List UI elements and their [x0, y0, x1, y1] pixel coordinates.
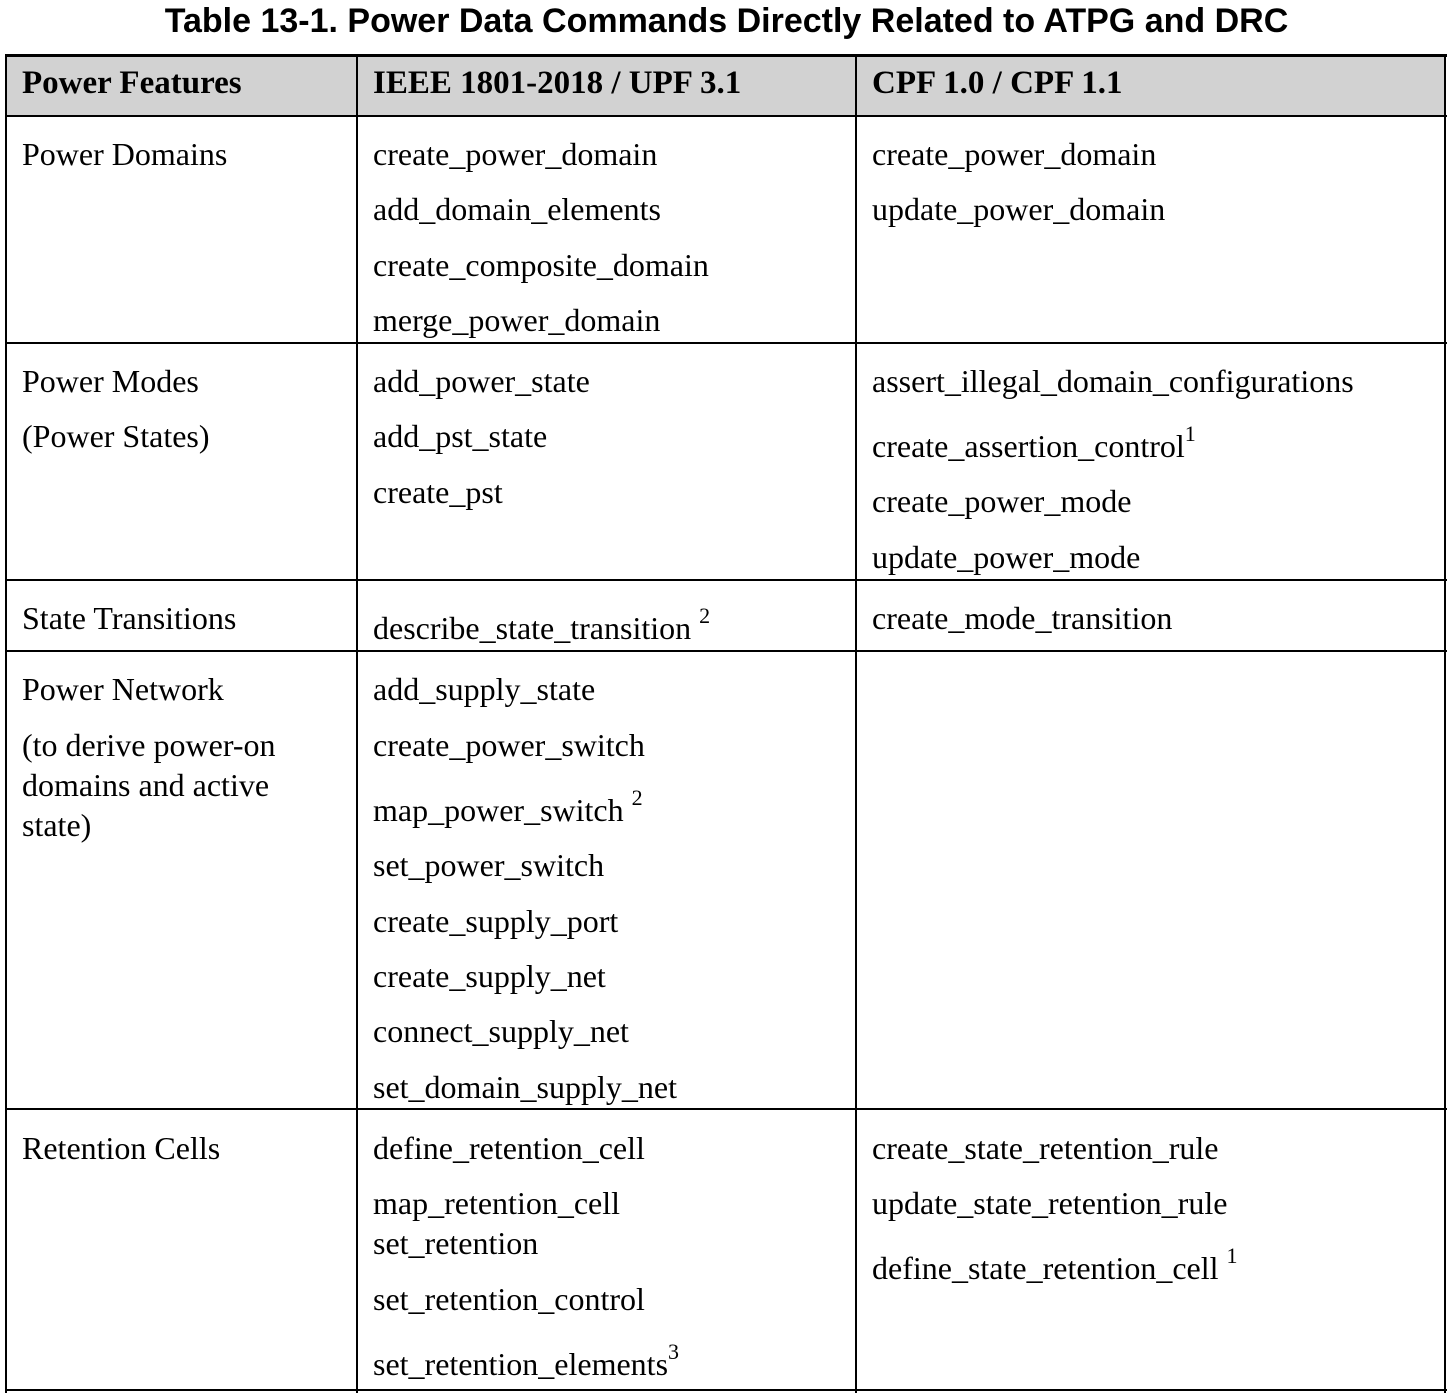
cell-text: set_retention_elements	[373, 1346, 669, 1382]
cpf-command	[872, 191, 1165, 227]
header-power-features: Power Features	[22, 65, 242, 101]
table-title: Table 13-1. Power Data Commands Directly Related to ATPG and DRC	[164, 2, 1289, 40]
upf-command	[373, 136, 657, 172]
horizontal-rule	[6, 650, 1447, 652]
cpf-command	[872, 539, 1140, 575]
upf-command	[373, 474, 503, 510]
cell-text: create_assertion_control	[872, 428, 1185, 464]
upf-command	[373, 1069, 677, 1105]
cpf-command	[872, 600, 1172, 636]
feature-label	[22, 600, 236, 636]
feature-label	[22, 136, 227, 172]
feature-label	[22, 727, 275, 763]
cell-text: create_power_mode	[872, 483, 1132, 519]
cell-text: Power Network	[22, 671, 224, 707]
cell-text: Power Domains	[22, 136, 228, 172]
cpf-command	[872, 421, 1196, 464]
upf-command	[373, 1130, 645, 1166]
upf-command	[373, 363, 590, 399]
cell-text: domains and active	[22, 767, 270, 803]
upf-command	[373, 302, 660, 338]
cell-text: (Power States)	[22, 418, 210, 454]
horizontal-rule	[6, 342, 1447, 344]
upf-command	[373, 903, 618, 939]
upf-command	[373, 247, 709, 283]
cell-text: define_state_retention_cell	[872, 1250, 1227, 1286]
cell-text: create_power_domain	[373, 136, 658, 172]
cell-text: map_retention_cell	[373, 1185, 621, 1221]
cell-text: connect_supply_net	[373, 1013, 629, 1049]
cpf-command	[872, 1185, 1227, 1221]
upf-command	[373, 603, 711, 646]
upf-command	[373, 671, 595, 707]
cpf-command	[872, 1243, 1238, 1286]
cell-text: create_power_switch	[373, 727, 645, 763]
footnote-marker: 3	[668, 1339, 680, 1365]
cell-text: create_supply_net	[373, 958, 606, 994]
cell-text: add_pst_state	[373, 418, 548, 454]
cell-text: set_retention	[373, 1225, 539, 1261]
cell-text: add_domain_elements	[373, 191, 661, 227]
cell-text: set_retention_control	[373, 1281, 645, 1317]
cell-text: create_supply_port	[373, 903, 619, 939]
cell-text: Power Modes	[22, 363, 199, 399]
feature-label	[22, 363, 199, 399]
upf-command	[373, 191, 661, 227]
feature-label	[22, 671, 224, 707]
cell-text: State Transitions	[22, 600, 237, 636]
upf-command	[373, 1339, 680, 1382]
footnote-marker: 2	[631, 785, 643, 811]
cell-text: map_power_switch	[373, 792, 632, 828]
upf-command	[373, 1013, 629, 1049]
upf-command	[373, 847, 604, 883]
vertical-rule	[5, 54, 7, 1393]
upf-command	[373, 1281, 645, 1317]
cell-text: create_mode_transition	[872, 600, 1173, 636]
cell-text: define_retention_cell	[373, 1130, 645, 1166]
horizontal-rule	[6, 579, 1447, 581]
feature-label	[22, 1130, 220, 1166]
upf-command	[373, 727, 645, 763]
horizontal-rule	[6, 54, 1447, 57]
footnote-marker: 1	[1184, 421, 1196, 447]
cell-text: assert_illegal_domain_configurations	[872, 363, 1354, 399]
upf-command	[373, 785, 643, 828]
vertical-rule	[1444, 54, 1446, 1393]
horizontal-rule	[6, 115, 1447, 117]
header-upf: IEEE 1801-2018 / UPF 3.1	[373, 65, 742, 101]
cell-text: update_state_retention_rule	[872, 1185, 1228, 1221]
cell-text: set_power_switch	[373, 847, 605, 883]
cpf-command	[872, 136, 1156, 172]
cell-text: set_domain_supply_net	[373, 1069, 677, 1105]
footnote-marker: 2	[699, 603, 711, 629]
feature-label	[22, 767, 269, 803]
vertical-rule	[356, 54, 358, 1393]
cpf-command	[872, 363, 1354, 399]
cell-text: describe_state_transition	[373, 610, 700, 646]
cell-text: add_power_state	[373, 363, 590, 399]
upf-command	[373, 1225, 538, 1261]
cell-text: (to derive power-on	[22, 727, 276, 763]
header-cpf: CPF 1.0 / CPF 1.1	[872, 65, 1123, 101]
cell-text: create_state_retention_rule	[872, 1130, 1219, 1166]
cell-text: state)	[22, 807, 92, 843]
horizontal-rule	[6, 1108, 1447, 1110]
cell-text: create_pst	[373, 474, 503, 510]
cell-text: add_supply_state	[373, 671, 596, 707]
footnote-marker: 1	[1226, 1243, 1238, 1269]
feature-label	[22, 418, 210, 454]
upf-command	[373, 418, 547, 454]
cpf-command	[872, 1130, 1218, 1166]
cell-text: update_power_domain	[872, 191, 1166, 227]
upf-command	[373, 1185, 620, 1221]
cell-text: update_power_mode	[872, 539, 1141, 575]
cell-text: Retention Cells	[22, 1130, 221, 1166]
vertical-rule	[855, 54, 857, 1393]
horizontal-rule	[6, 1389, 1447, 1391]
cpf-command	[872, 483, 1131, 519]
cell-text: create_power_domain	[872, 136, 1157, 172]
feature-label	[22, 807, 91, 843]
cell-text: merge_power_domain	[373, 302, 661, 338]
cell-text: create_composite_domain	[373, 247, 709, 283]
upf-command	[373, 958, 606, 994]
